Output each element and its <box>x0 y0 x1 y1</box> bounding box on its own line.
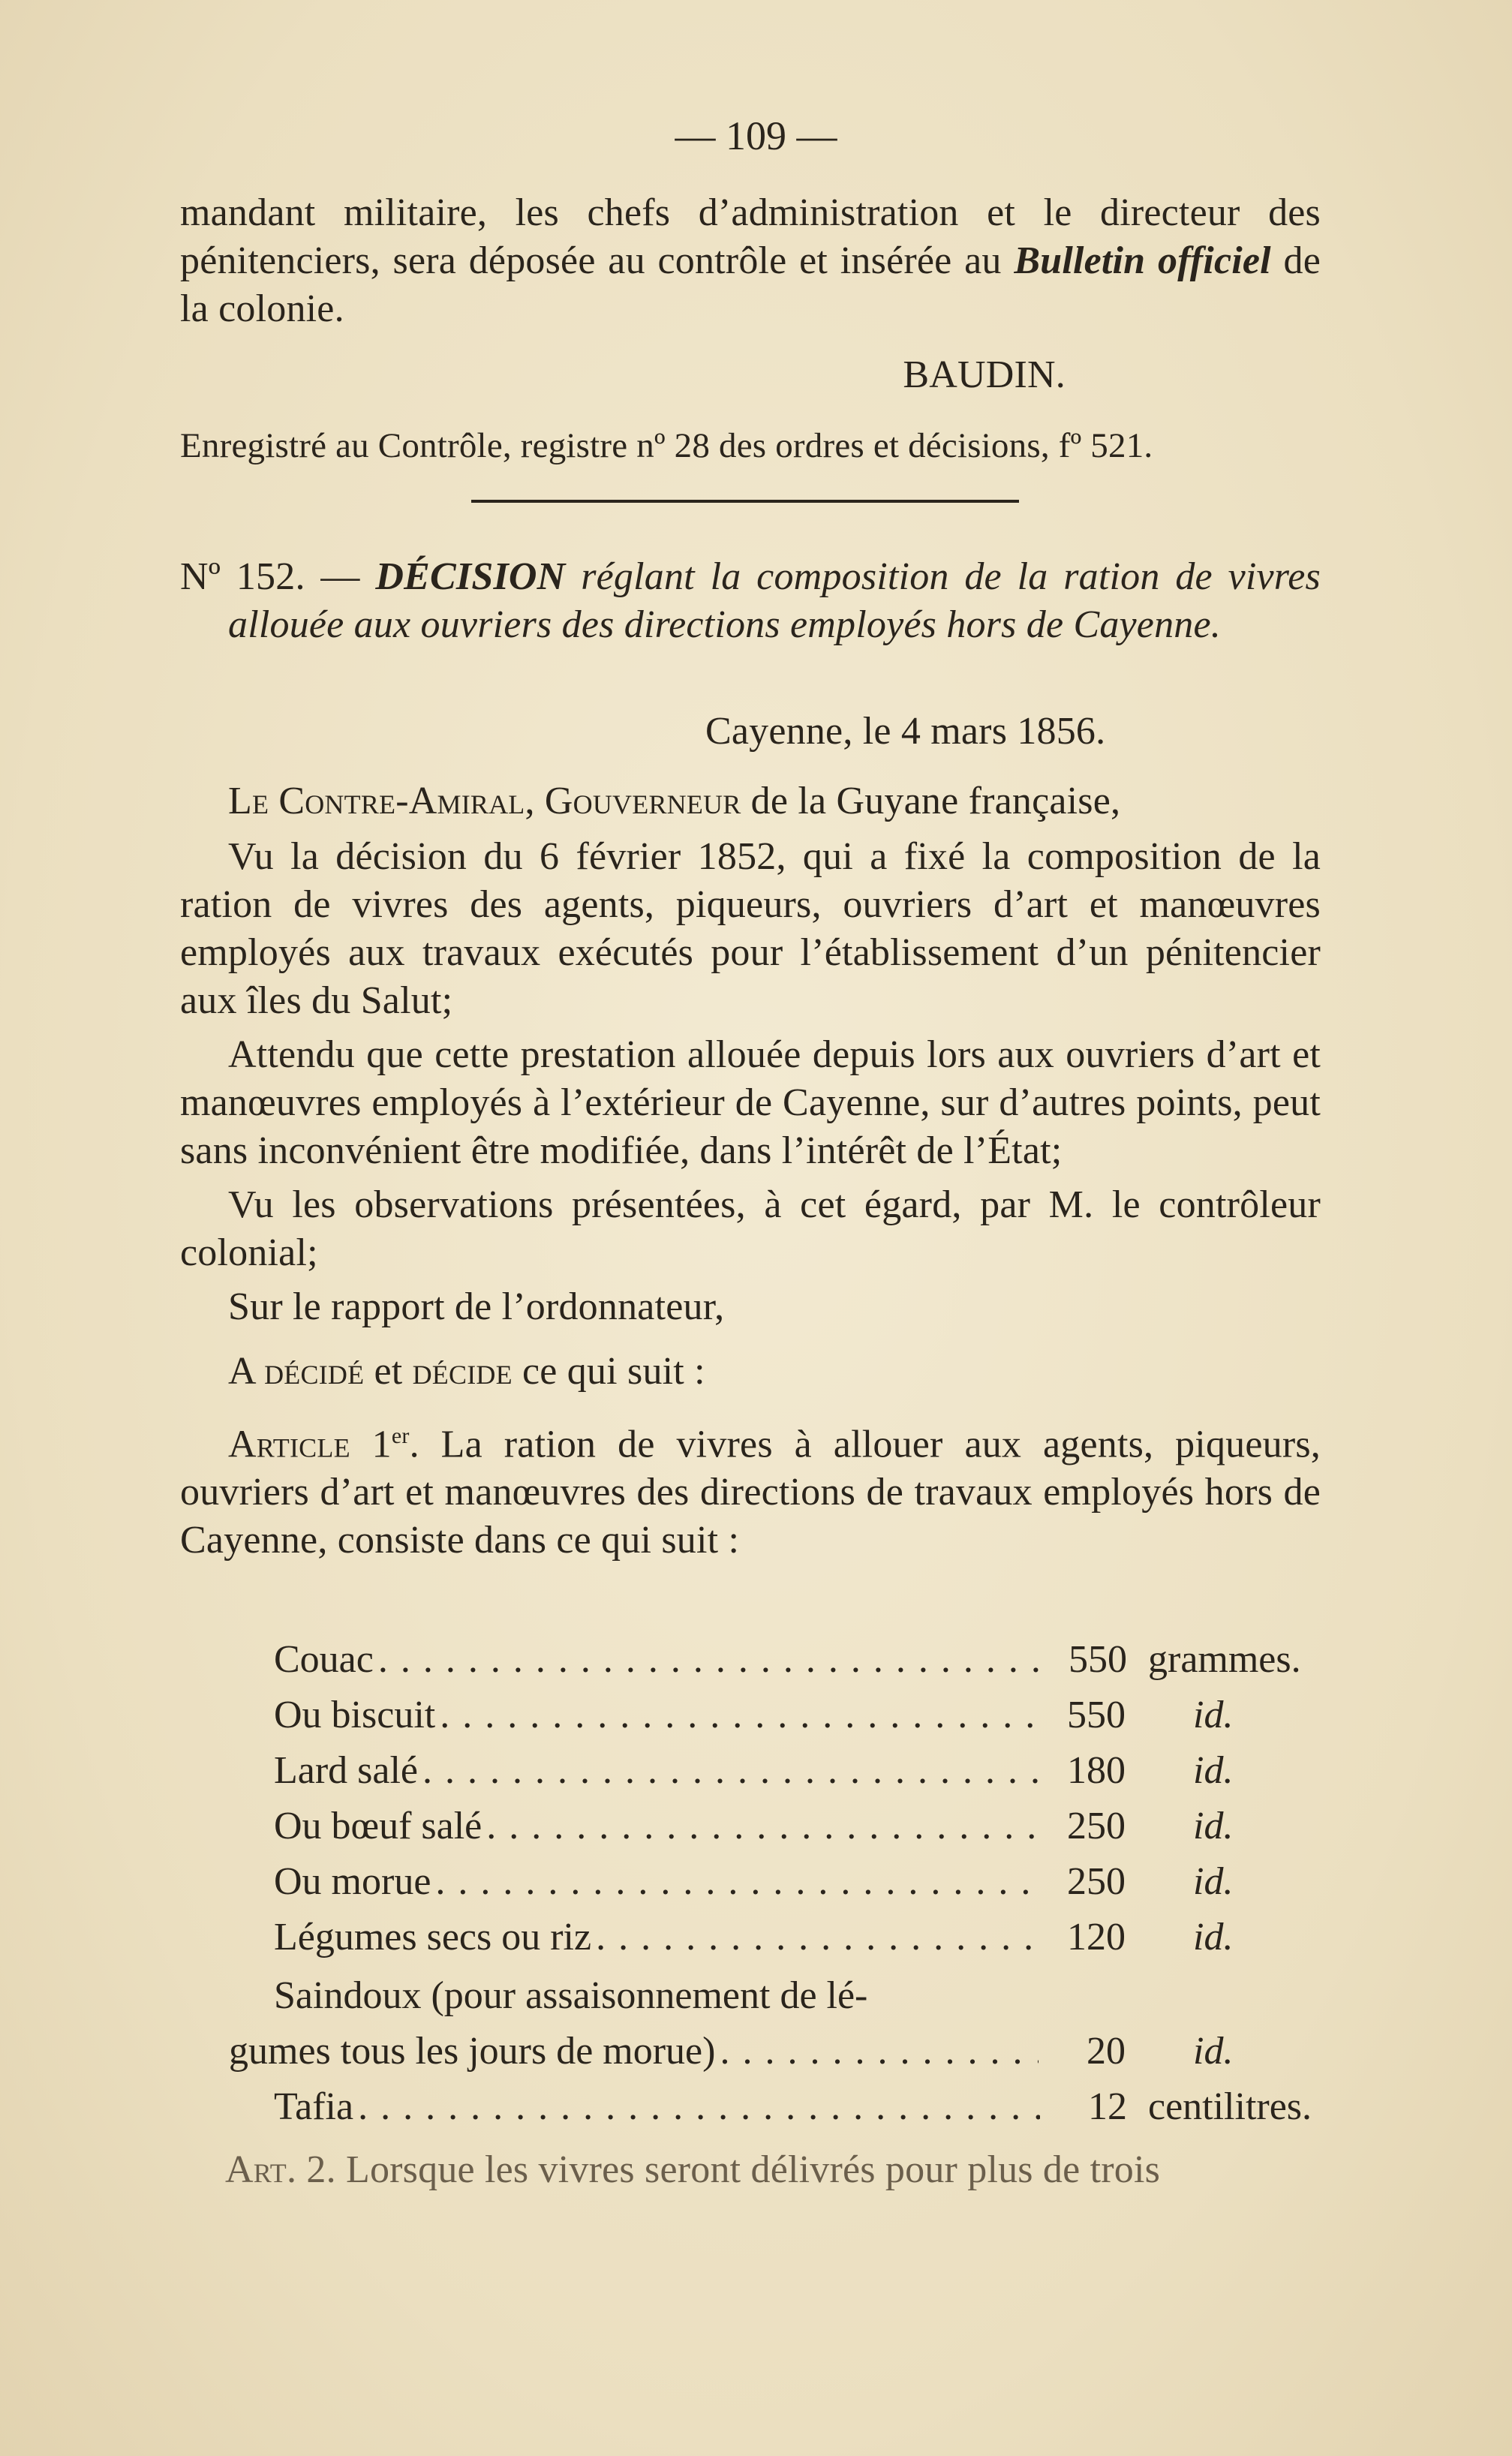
ration-row <box>274 1688 1332 1743</box>
section-divider <box>471 500 1019 503</box>
registration-note <box>180 422 1321 470</box>
ration-qty: 120 <box>1067 1916 1126 1958</box>
ration-item: Ou morue <box>274 1860 431 1903</box>
page-number: — 109 — <box>675 113 837 158</box>
leader-dots <box>486 1799 1039 1854</box>
leader-dots <box>378 1632 1040 1688</box>
intro-text <box>180 189 1321 333</box>
ration-table <box>229 1632 1332 2135</box>
decision-heading <box>180 553 1321 649</box>
decision-title-rest: réglant la composition de la ration de vivres allouée aux ouvriers des directions employés hors de Cayenne. <box>228 555 1321 646</box>
ration-row-saindoux-1 <box>274 1968 1332 2024</box>
ration-qty: 550 <box>1067 1694 1126 1736</box>
decide-word-1: décidé <box>264 1350 365 1393</box>
paragraph-vu-decision: Vu la décision du 6 février 1852, qui a fixé la composition de la ration de vivres des agents, piqueurs, ouvriers d’art et manœuvres employés aux travaux exécutés pour l’établissement d’un pénitencier aux îles du Salut; <box>180 835 1321 1022</box>
ration-qty: 250 <box>1067 1805 1126 1847</box>
authority-title-2: Gouverneur <box>544 780 741 822</box>
ration-item: Tafia <box>274 2085 354 2128</box>
ration-qty: 550 <box>1069 1638 1127 1681</box>
ration-qty: 20 <box>1087 2030 1126 2073</box>
ration-item: Couac <box>274 1638 374 1681</box>
ration-unit: id. <box>1193 2030 1234 2073</box>
decide-post: ce qui suit : <box>512 1350 705 1393</box>
ration-item: Lard salé <box>274 1749 419 1792</box>
ration-row <box>274 1854 1332 1910</box>
ration-row <box>274 1910 1332 1965</box>
authority-sep: , <box>525 780 545 822</box>
ration-row <box>274 1632 1332 1688</box>
place-date: Cayenne, le 4 mars 1856. <box>705 710 1106 753</box>
registration-text: Enregistré au Contrôle, registre nº 28 des ordres et décisions, fº 521. <box>180 426 1153 465</box>
authority-line <box>180 777 1321 825</box>
intro-paragraph <box>180 189 1321 333</box>
ration-unit: id. <box>1193 1694 1234 1736</box>
leader-dots <box>358 2079 1040 2135</box>
article-1 <box>180 1412 1321 1565</box>
ration-item: Saindoux (pour assaisonnement de lé- <box>274 1974 868 2017</box>
article-1-sup: er <box>391 1423 410 1448</box>
ration-unit: centilitres. <box>1148 2085 1312 2128</box>
ration-item: Légumes secs ou riz <box>274 1916 592 1958</box>
article-2-text: Lorsque les vivres seront délivrés pour plus de trois <box>335 2148 1161 2191</box>
ration-qty: 12 <box>1088 2085 1127 2128</box>
decision-number: Nº 152. <box>180 555 305 598</box>
authority-title: Le Contre-Amiral <box>228 780 525 822</box>
ration-row <box>274 2079 1332 2135</box>
ration-item: gumes tous les jours de morue) <box>229 2030 716 2073</box>
leader-dots <box>422 1743 1039 1799</box>
signature-block <box>180 351 1066 399</box>
ration-row <box>274 1799 1332 1854</box>
leader-dots <box>440 1688 1039 1743</box>
ration-unit: id. <box>1193 1749 1234 1792</box>
signature: BAUDIN. <box>903 353 1066 396</box>
decision-title <box>180 553 1321 649</box>
paragraph-vu-observations: Vu les observations présentées, à cet égard, par M. le contrôleur colonial; <box>180 1183 1321 1274</box>
decision-body <box>180 777 1321 1565</box>
ration-qty: 180 <box>1067 1749 1126 1792</box>
decide-mid: et <box>364 1350 413 1393</box>
article-1-label: Article 1 <box>228 1423 392 1466</box>
ration-item: Ou biscuit <box>274 1694 436 1736</box>
decide-word-2: décide <box>412 1350 513 1393</box>
article-2-label: Art. 2. <box>225 2148 336 2191</box>
ration-item: Ou bœuf salé <box>274 1805 482 1847</box>
bulletin-officiel-title: Bulletin officiel <box>1014 239 1271 282</box>
paragraph-attendu: Attendu que cette prestation allouée depuis lors aux ouvriers d’art et manœuvres employés à l’extérieur de Cayenne, sur d’autres points, peut sans inconvénient être modifiée, dans l’intérêt de l’État; <box>180 1033 1321 1172</box>
intro-text-pre: mandant militaire, les chefs d’administration et le directeur des pénitenciers, sera déposée au contrôle et insérée au <box>180 191 1321 282</box>
authority-post: de la Guyane française, <box>741 780 1121 822</box>
article-1-text: . La ration de vivres à allouer aux agents, piqueurs, ouvriers d’art et manœuvres des directions de travaux employés hors de Cayenne, consiste dans ce qui suit : <box>180 1423 1321 1562</box>
decision-dash: — <box>305 555 376 598</box>
decide-a: A <box>228 1350 265 1393</box>
intro-text-post: de la colonie. <box>180 239 1321 330</box>
leader-dots <box>435 1854 1039 1910</box>
place-date-block <box>705 708 1156 756</box>
leader-dots <box>720 2024 1039 2079</box>
decision-title-lead: DÉCISION <box>375 555 566 598</box>
ration-qty: 250 <box>1067 1860 1126 1903</box>
ration-unit: id. <box>1193 1805 1234 1847</box>
ration-row-saindoux-2 <box>229 2024 1332 2079</box>
ration-row <box>274 1743 1332 1799</box>
paragraph-sur-rapport: Sur le rapport de l’ordonnateur, <box>228 1285 725 1328</box>
decide-line <box>180 1348 1321 1396</box>
ration-unit: id. <box>1193 1916 1234 1958</box>
ration-unit: grammes. <box>1148 1638 1301 1681</box>
ration-unit: id. <box>1193 1860 1234 1903</box>
article-2 <box>225 2146 1328 2194</box>
leader-dots <box>596 1910 1039 1965</box>
